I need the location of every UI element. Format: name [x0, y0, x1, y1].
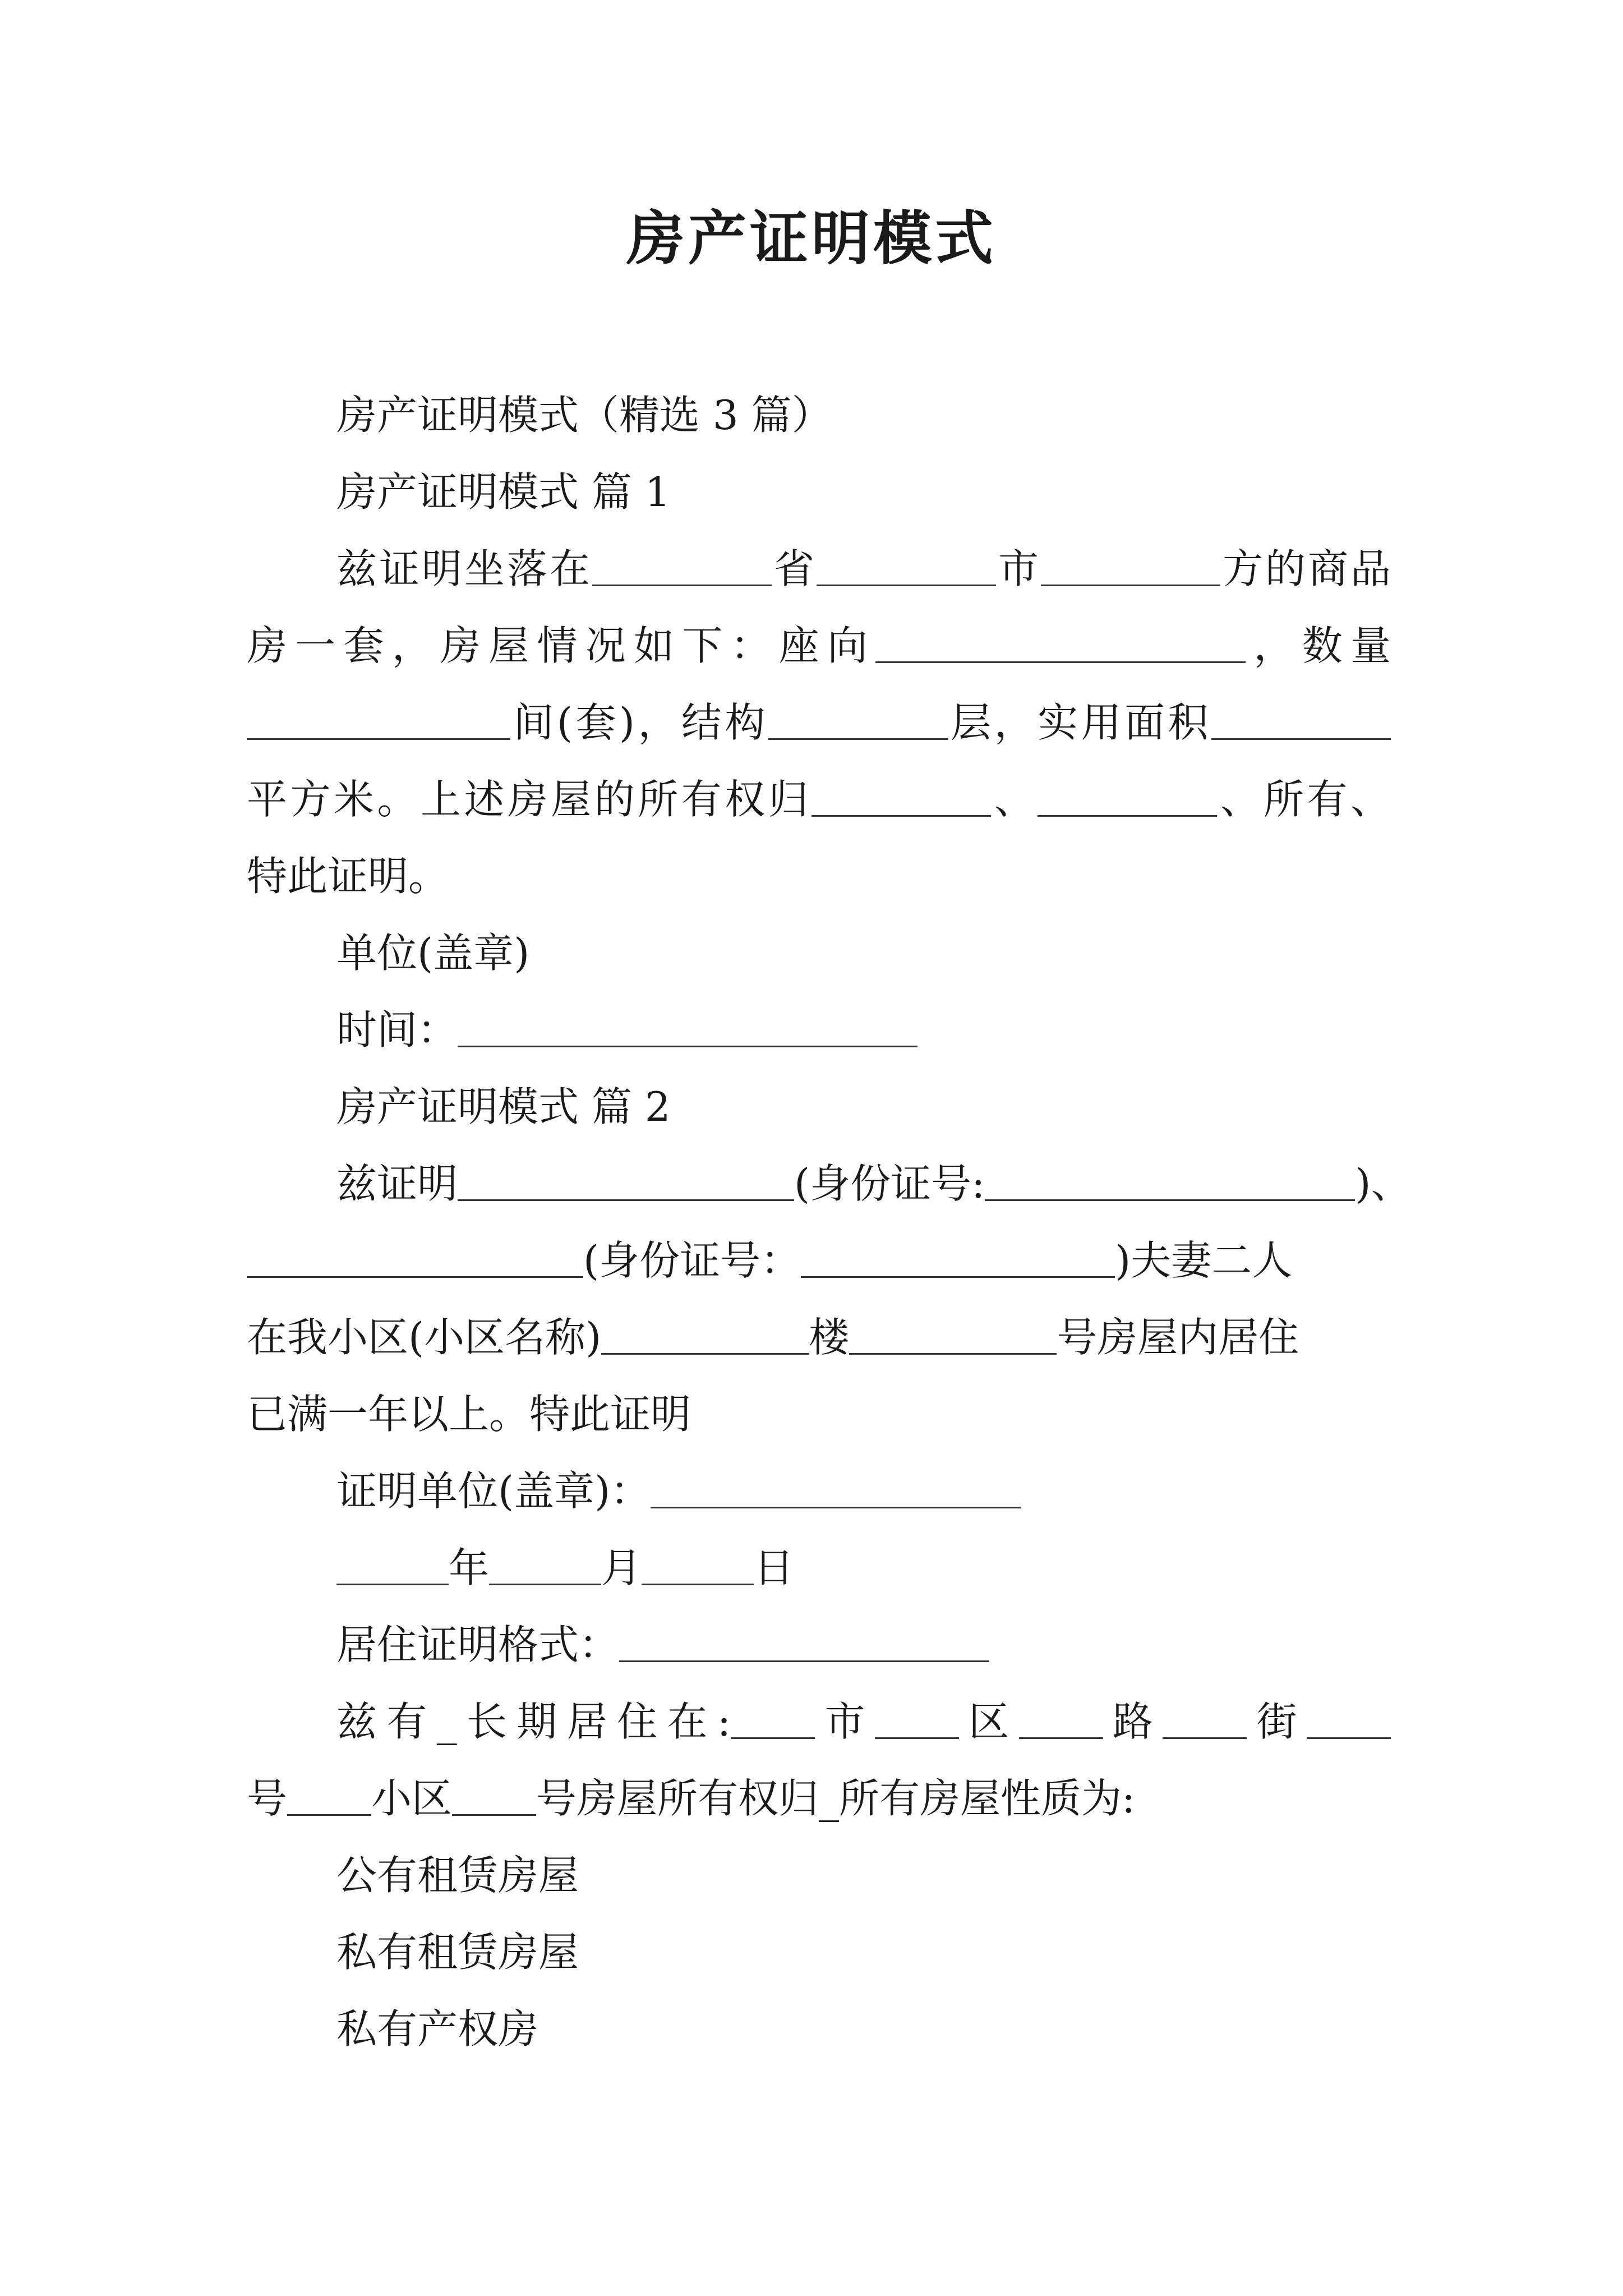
blank-r-2b[interactable]	[452, 1778, 536, 1816]
text-span: 日	[754, 1544, 795, 1591]
blank-month[interactable]	[489, 1547, 601, 1585]
section2-line-1	[247, 1145, 1412, 1222]
section2-line-2	[247, 1222, 1391, 1299]
blank-r-street[interactable]	[1163, 1701, 1247, 1739]
blank-r-city[interactable]	[731, 1701, 815, 1739]
text-span: 平方米。上述房屋的所有权归	[247, 776, 812, 823]
text-span: 年	[449, 1544, 490, 1591]
text-span: 时间：	[336, 1006, 458, 1053]
text-span: 区	[958, 1698, 1019, 1745]
blank-year[interactable]	[336, 1547, 449, 1585]
text-span: 兹证明	[336, 1160, 458, 1207]
section2-line-4: 已满一年以上。特此证明	[247, 1391, 691, 1438]
option-public-rental: 公有租赁房屋	[336, 1852, 579, 1899]
blank-residence-format[interactable]	[619, 1624, 989, 1662]
text-span: 号房屋内居住	[1057, 1314, 1299, 1361]
text-span: 兹有_长期居住在:	[336, 1698, 731, 1745]
text-span: 月	[601, 1544, 642, 1591]
document-body	[247, 377, 1412, 2068]
text-span: )夫妻二人	[1115, 1237, 1293, 1284]
section2-heading: 房产证明模式 篇 2	[336, 1083, 671, 1130]
section1-line-1	[247, 531, 1391, 608]
blank-building[interactable]	[601, 1317, 809, 1355]
residence-format-line	[247, 1607, 1391, 1683]
text-span: 省	[771, 545, 817, 592]
blank-room[interactable]	[849, 1317, 1057, 1355]
blank-r-2a[interactable]	[287, 1778, 371, 1816]
section1-line-3	[247, 684, 1391, 761]
text-span: 号	[247, 1775, 288, 1822]
blank-owner-1[interactable]	[811, 779, 991, 817]
blank-r-number[interactable]	[1307, 1701, 1391, 1739]
text-span: 市	[815, 1698, 875, 1745]
text-span: 居住证明格式：	[336, 1621, 620, 1668]
blank-id-1[interactable]	[985, 1163, 1355, 1201]
blank-time[interactable]	[458, 1009, 917, 1047]
text-span: 街	[1247, 1698, 1307, 1745]
section2-line-3	[247, 1299, 1391, 1376]
residence-line-2	[247, 1760, 1391, 1837]
blank-city[interactable]	[817, 548, 996, 586]
blank-r-district[interactable]	[875, 1701, 959, 1739]
text-span: 房一套，房屋情况如下：座向	[247, 622, 876, 669]
text-span: (身份证号:	[794, 1160, 985, 1207]
section1-heading: 房产证明模式 篇 1	[336, 468, 671, 516]
blank-owner-2[interactable]	[1038, 779, 1217, 817]
text-span: 、	[991, 776, 1038, 823]
text-span: 、所有、	[1217, 776, 1391, 823]
cert-unit-line	[247, 1453, 1391, 1530]
blank-cert-unit[interactable]	[651, 1470, 1021, 1508]
text-span: 兹证明坐落在	[336, 545, 592, 592]
text-span: 证明单位(盖章)：	[336, 1467, 651, 1515]
text-span: 楼	[809, 1314, 850, 1361]
blank-place[interactable]	[1041, 548, 1220, 586]
blank-name-1[interactable]	[458, 1163, 794, 1201]
text-span: )、	[1355, 1160, 1412, 1207]
text-span: 方的商品	[1220, 545, 1391, 592]
text-span: 路	[1103, 1698, 1163, 1745]
blank-day[interactable]	[642, 1547, 754, 1585]
option-private-property: 私有产权房	[336, 2005, 539, 2053]
section1-line-2	[247, 608, 1391, 684]
blank-r-road[interactable]	[1019, 1701, 1103, 1739]
unit-seal-line: 单位(盖章)	[336, 930, 530, 977]
text-span: 层，实用面积	[947, 699, 1211, 746]
blank-name-2[interactable]	[247, 1240, 583, 1278]
text-span: (身份证号：	[583, 1237, 801, 1284]
blank-area[interactable]	[1211, 702, 1391, 740]
text-span: 在我小区(小区名称)	[247, 1314, 602, 1361]
text-span: 小区	[371, 1775, 453, 1822]
text-span: 市	[995, 545, 1041, 592]
section1-line-5: 特此证明。	[247, 853, 449, 900]
intro-line: 房产证明模式（精选 3 篇）	[336, 392, 832, 439]
option-private-rental: 私有租赁房屋	[336, 1929, 579, 1976]
blank-province[interactable]	[592, 548, 772, 586]
date-line	[247, 1530, 1391, 1607]
time-line	[247, 992, 1391, 1069]
blank-structure[interactable]	[768, 702, 948, 740]
blank-quantity[interactable]	[247, 702, 510, 740]
document-title: 房产证明模式	[626, 204, 997, 273]
text-span: ，数量	[1246, 622, 1391, 669]
blank-orientation[interactable]	[875, 625, 1246, 663]
section1-line-4	[247, 761, 1391, 838]
residence-line-1	[247, 1683, 1391, 1760]
blank-id-2[interactable]	[801, 1240, 1115, 1278]
text-span: 间(套)，结构	[510, 699, 768, 746]
text-span: 号房屋所有权归_所有房屋性质为:	[536, 1775, 1136, 1822]
